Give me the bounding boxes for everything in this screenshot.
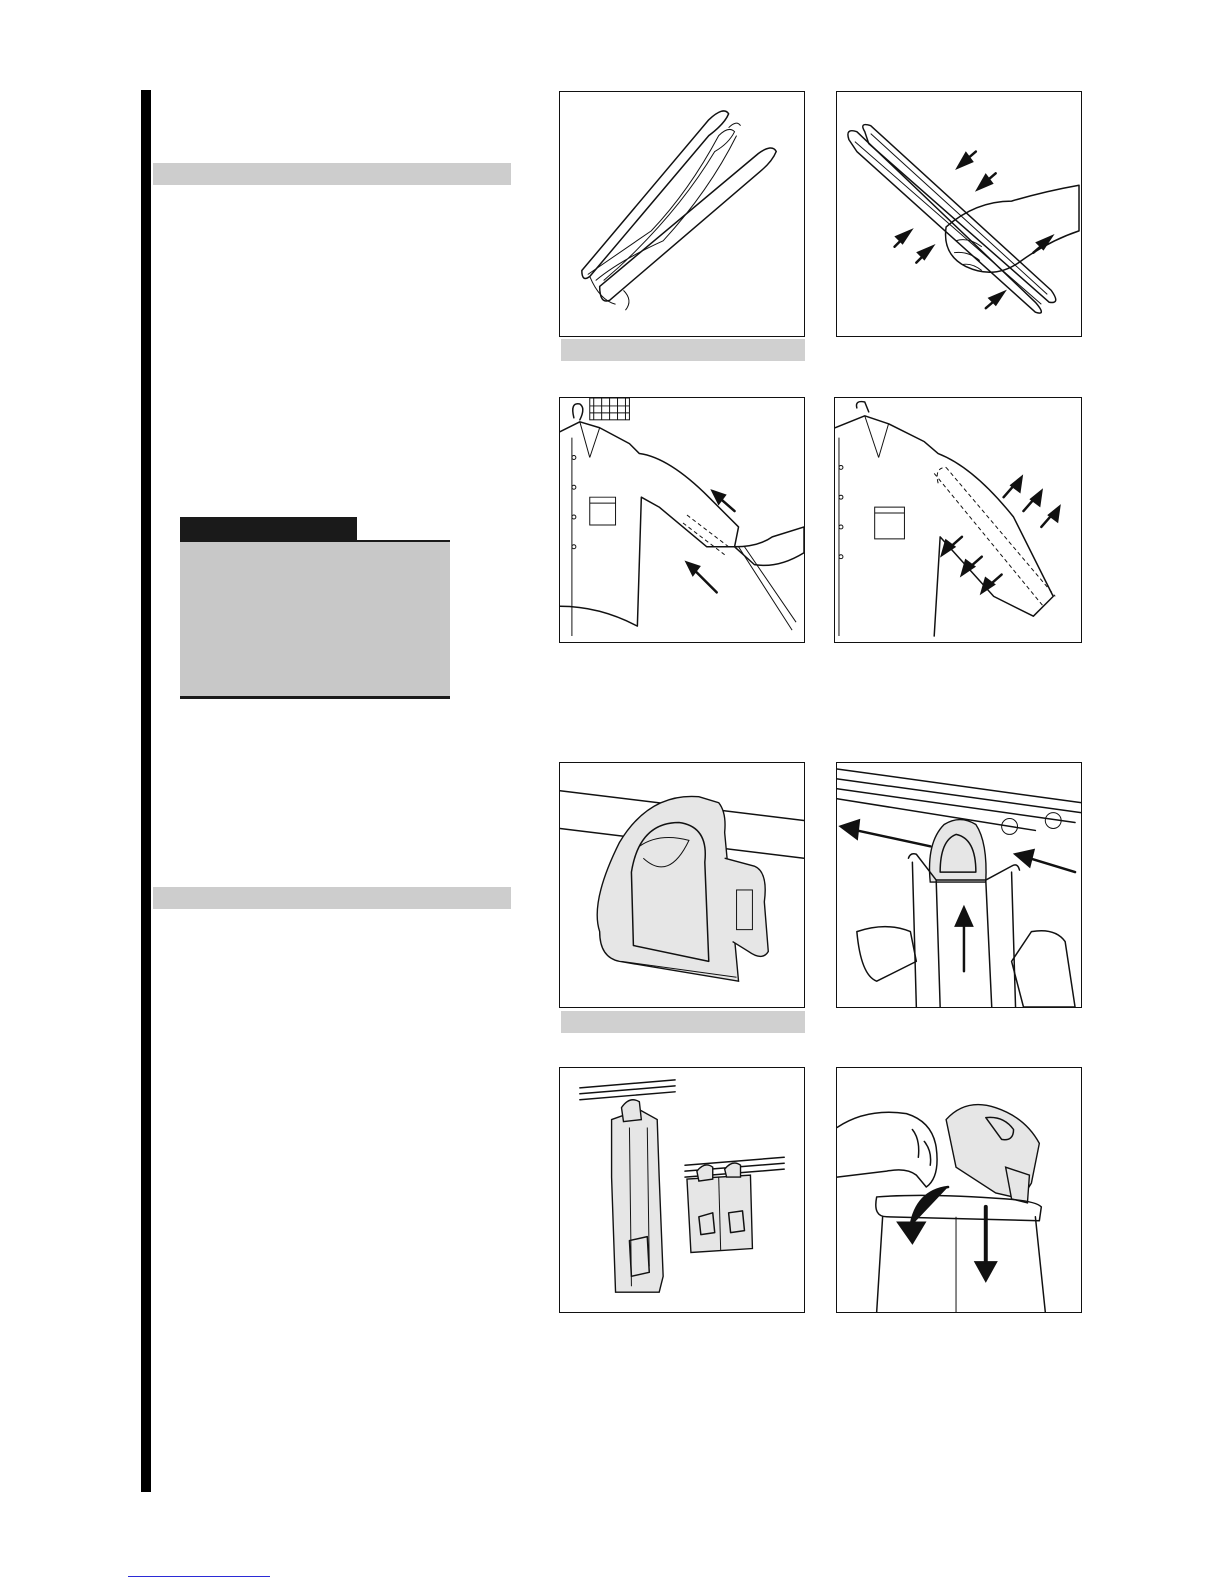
note-box bbox=[180, 517, 450, 699]
figure-remove-clip bbox=[836, 1067, 1082, 1313]
section-heading-band-2 bbox=[153, 887, 511, 909]
figure-caption-band bbox=[561, 339, 805, 361]
figure-insert-sleeve bbox=[559, 397, 805, 643]
arrows bbox=[895, 152, 1052, 309]
footer-link-underline bbox=[128, 1576, 270, 1577]
figure-frame-in-sleeve bbox=[834, 397, 1082, 643]
figure-clip-on-rod bbox=[559, 762, 805, 1008]
figure-attach-clip bbox=[836, 762, 1082, 1008]
figure-caption-band-2 bbox=[561, 1011, 805, 1033]
note-heading-tab bbox=[180, 517, 357, 541]
note-bottom-rule bbox=[180, 696, 450, 699]
note-body bbox=[180, 542, 450, 697]
section-heading-band bbox=[153, 163, 511, 185]
margin-rule bbox=[141, 90, 151, 1492]
figure-hanging-trousers bbox=[559, 1067, 805, 1313]
figure-squeeze-frame bbox=[836, 91, 1082, 337]
figure-folded-frame bbox=[559, 91, 805, 337]
